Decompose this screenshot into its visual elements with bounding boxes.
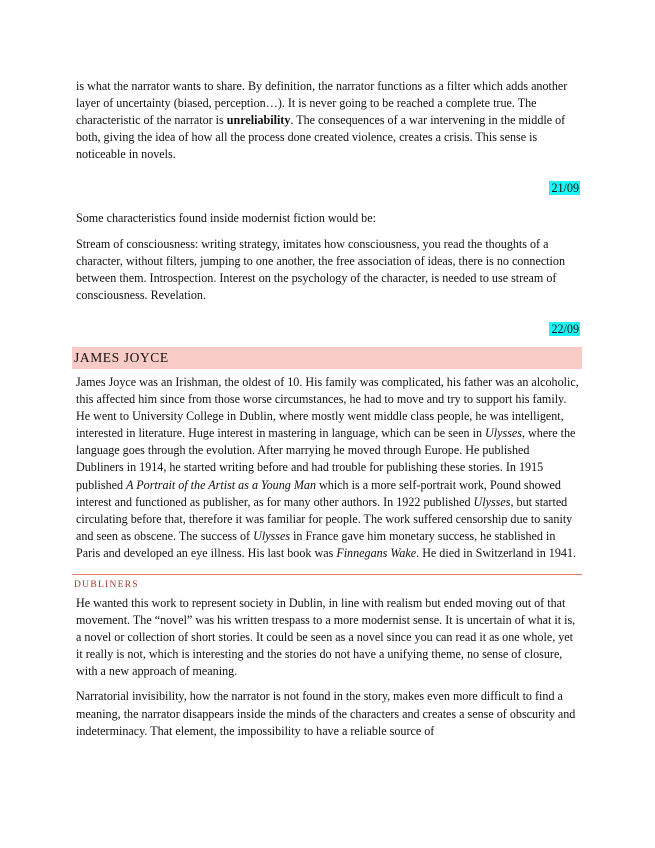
joyce-text-6: . He died in Switzerland in 1941. [416, 545, 577, 560]
joyce-text-1: James Joyce was an Irishman, the oldest of 10. His family was complicated, his father was an alcoholic, this affected him since from those worse circumstances, he had to move and try to support his family. He went to University College in Dublin, where mostly went middle class people, he was intelligent, interested in literature. Huge interest in mastering in language, which can be seen in [76, 374, 579, 441]
document-page [76, 78, 580, 740]
heading-james-joyce: JAMES JOYCE [72, 347, 582, 369]
joyce-text-4: , but started circulating before that, therefore it was familiar for people. The work suffered censorship due to sanity and seen as obscene. The success of [76, 494, 573, 543]
intro-bold-term: unreliability [226, 113, 291, 128]
joyce-text-2: , where the language goes through the evolution. After marrying he moved through Europe. He published Dubliners in 1914, he started writing before and had trouble for publishing these stories. In 1915 published [76, 426, 576, 492]
date-highlight-2: 22/09 [551, 321, 579, 336]
joyce-text-3: which is a more self-portrait work, Pound showed interest and functioned as publisher, as for many other authors. In 1922 published [76, 477, 561, 509]
heading-dubliners: DUBLINERS [72, 574, 582, 592]
joyce-paragraph [76, 374, 580, 562]
joyce-title-ulysses-1: Ulysses [485, 426, 522, 441]
dubliners-paragraph-2: Narratorial invisibility, how the narrator is not found in the story, makes even more difficult to find a meaning, the narrator disappears inside the minds of the characters and creates a sense of obscurity and indeterminacy. That element, the impossibility to have a reliable source of [76, 689, 576, 738]
intro-text-2: . The consequences of a war intervening in the middle of both, giving the idea of how all the process done created violence, creates a crisis. This sense is noticeable in novels. [76, 113, 566, 162]
joyce-text-5: in France gave him monetary success, he stablished in Paris and developed an eye illness. His last book was [76, 528, 556, 560]
date-row-2 [76, 321, 580, 337]
date-row-1 [76, 180, 580, 196]
intro-paragraph [76, 78, 580, 163]
joyce-title-ulysses-3: Ulysses [253, 528, 291, 543]
intro-text-1: is what the narrator wants to share. By definition, the narrator functions as a filter which adds another layer of uncertainty (biased, perception…). It is never going to be reached a complete true. The characteristic of the narrator is [76, 79, 568, 128]
joyce-title-portrait: A Portrait of the Artist as a Young Man [126, 477, 317, 492]
modernist-lead: Some characteristics found inside modernist fiction would be: [76, 211, 376, 226]
dubliners-paragraph-1: He wanted this work to represent society in Dublin, in line with realism but ended moving out of that movement. The “novel” was his written trespass to a more modernist sense. It is uncertain of what it is, a novel or collection of short stories. It could be seen as a novel since you can read it as one whole, yet it really is not, which is interesting and the stories do not have a unifying theme, no sense of closure, with a new approach of meaning. [76, 595, 576, 679]
joyce-title-ulysses-2: Ulysses [473, 494, 511, 509]
stream-of-consciousness-paragraph: Stream of consciousness: writing strategy, imitates how consciousness, you read the thoughts of a character, without filters, jumping to one another, the free association of ideas, there is no connection between them. Introspection. Interest on the psychology of the character, is needed to use stream of consciousness. Revelation. [76, 236, 565, 302]
joyce-title-finnegans: Finnegans Wake [336, 545, 417, 560]
date-highlight-1: 21/09 [551, 181, 579, 196]
